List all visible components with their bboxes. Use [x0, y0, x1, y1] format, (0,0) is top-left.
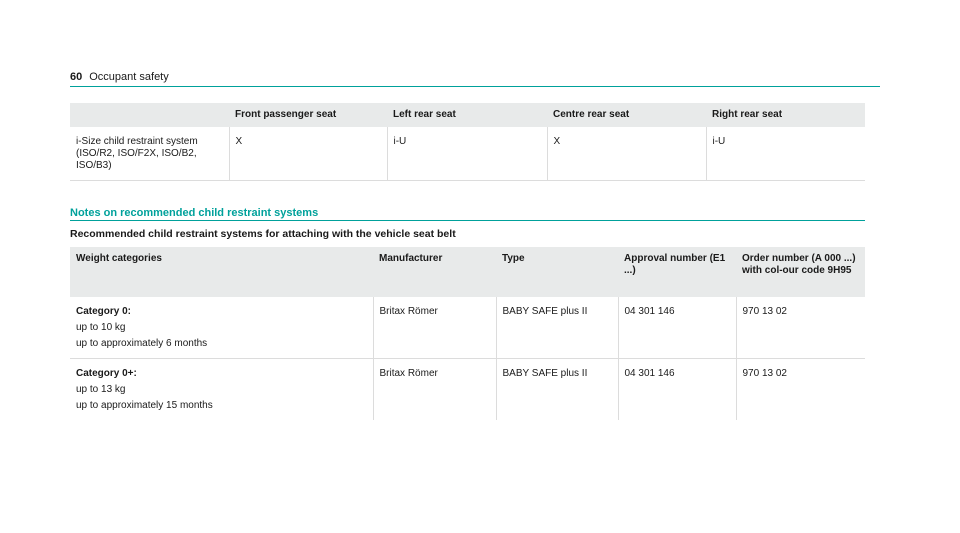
- page-number: 60: [70, 71, 83, 83]
- weight-category-cell: [70, 297, 373, 359]
- column-header: [70, 103, 229, 127]
- approval-cell: 04 301 146: [618, 297, 736, 359]
- notes-heading: Notes on recommended child restraint systems: [70, 207, 319, 219]
- table-cell: i-Size child restraint system (ISO/R2, ISO/F2X, ISO/B2, ISO/B3): [70, 127, 229, 180]
- category-weight: up to 10 kg: [76, 322, 126, 333]
- table-row: [70, 359, 865, 421]
- header-divider: [70, 86, 880, 87]
- column-header: Centre rear seat: [547, 103, 706, 127]
- category-name: Category 0+:: [76, 368, 137, 379]
- manufacturer-cell: Britax Römer: [373, 359, 496, 421]
- seat-compatibility-table: [70, 103, 865, 181]
- category-age: up to approximately 6 months: [76, 338, 208, 349]
- recommended-subheading: Recommended child restraint systems for attaching with the vehicle seat belt: [70, 228, 456, 240]
- category-name: Category 0:: [76, 306, 132, 317]
- column-header: Approval number (E1 ...): [618, 247, 736, 297]
- notes-divider: [70, 220, 865, 221]
- type-cell: BABY SAFE plus II: [496, 359, 618, 421]
- order-cell: 970 13 02: [736, 297, 865, 359]
- section-title: Occupant safety: [89, 71, 169, 83]
- column-header: Weight categories: [70, 247, 373, 297]
- category-weight: up to 13 kg: [76, 384, 126, 395]
- type-cell: BABY SAFE plus II: [496, 297, 618, 359]
- column-header: Front passenger seat: [229, 103, 387, 127]
- column-header: Right rear seat: [706, 103, 865, 127]
- table-header-row: [70, 103, 865, 127]
- column-header: Type: [496, 247, 618, 297]
- column-header: Left rear seat: [387, 103, 547, 127]
- column-header: Order number (A 000 ...) with col-our code 9H95: [736, 247, 865, 297]
- category-age: up to approximately 15 months: [76, 400, 213, 411]
- order-cell: 970 13 02: [736, 359, 865, 421]
- table-cell: i-U: [706, 127, 865, 180]
- table-row: [70, 297, 865, 359]
- weight-category-cell: [70, 359, 373, 421]
- table-header-row: [70, 247, 865, 297]
- approval-cell: 04 301 146: [618, 359, 736, 421]
- table-cell: i-U: [387, 127, 547, 180]
- column-header: Manufacturer: [373, 247, 496, 297]
- manufacturer-cell: Britax Römer: [373, 297, 496, 359]
- page-header: [70, 71, 169, 83]
- table-cell: X: [229, 127, 387, 180]
- table-row: [70, 127, 865, 180]
- table-cell: X: [547, 127, 706, 180]
- child-restraint-table: [70, 247, 865, 420]
